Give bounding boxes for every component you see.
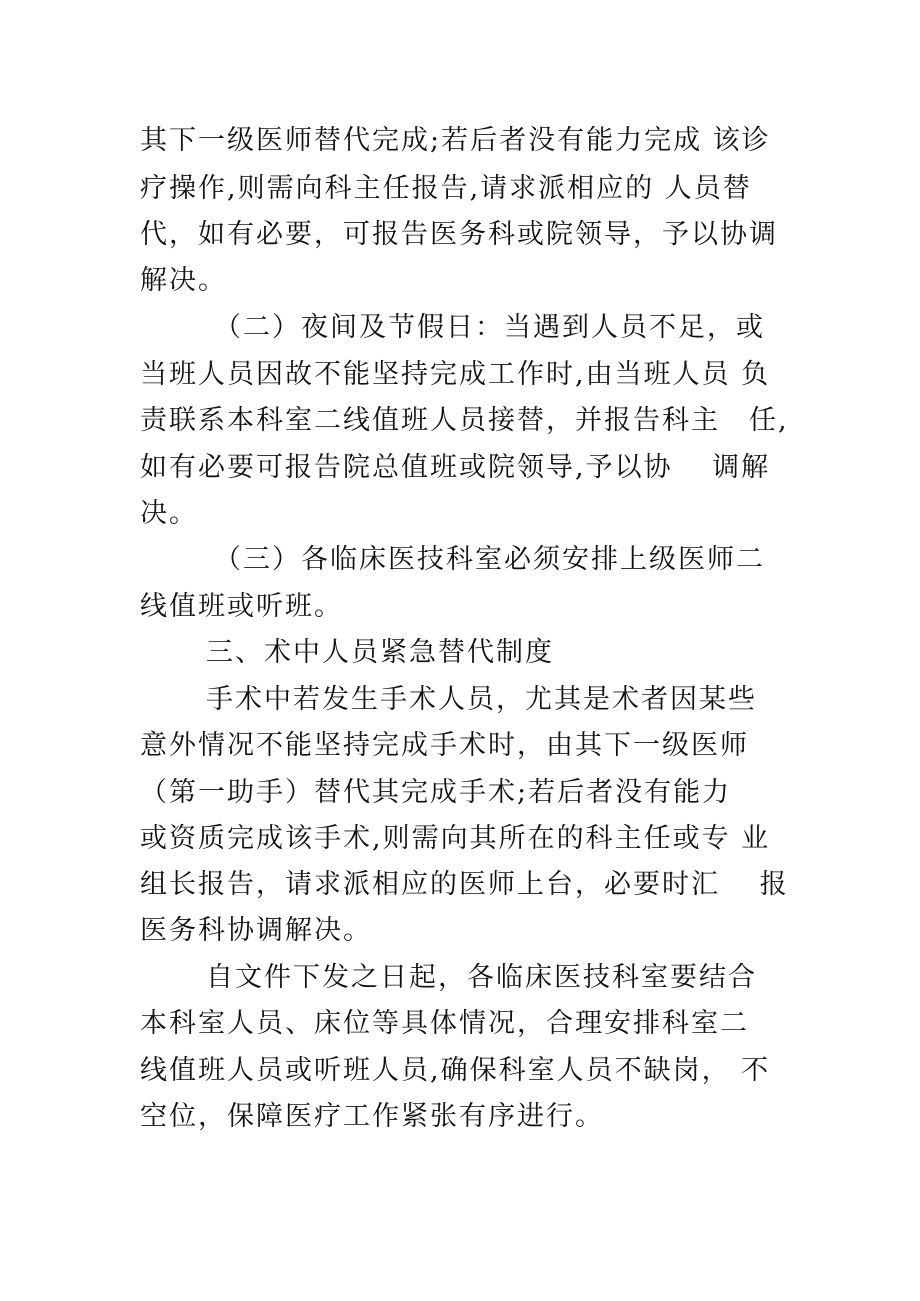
text-line: 本科室人员、床位等具体情况，合理安排科室二 — [140, 1008, 749, 1039]
text-line: 如有必要可报告院总值班或院领导,予以协 调解 — [140, 452, 771, 483]
text-line: 责联系本科室二线值班人员接替，并报告科主 任, — [140, 405, 789, 436]
text-line: （第一助手）替代其完成手术;若后者没有能力 — [140, 777, 732, 808]
text-line: 解决。 — [140, 265, 227, 296]
text-line: 当班人员因故不能坚持完成工作时,由当班人员 负 — [140, 359, 771, 390]
text-line: 决。 — [140, 498, 198, 529]
text-line: 线值班人员或听班人员,确保科室人员不缺岗， 不 — [140, 1055, 771, 1086]
text-line: 线值班或听班。 — [140, 591, 343, 622]
text-line: 医务科协调解决。 — [140, 915, 372, 946]
text-line: （二）夜间及节假日：当遇到人员不足，或 — [214, 312, 765, 343]
text-line: 或资质完成该手术,则需向其所在的科主任或专 业 — [140, 823, 771, 854]
text-line: 其下一级医师替代完成;若后者没有能力完成 该诊 — [140, 125, 771, 156]
text-line: 组长报告，请求派相应的医师上台，必要时汇 报 — [140, 869, 789, 900]
section-heading: 三、术中人员紧急替代制度 — [206, 637, 554, 668]
text-line: 手术中若发生手术人员，尤其是术者因某些 — [206, 684, 757, 715]
text-line: 代，如有必要，可报告医务科或院领导，予以协调 — [140, 219, 778, 250]
text-line: 自文件下发之日起，各临床医技科室要结合 — [206, 962, 757, 993]
text-line: 意外情况不能坚持完成手术时，由其下一级医师 — [140, 730, 749, 761]
text-line: 疗操作,则需向科主任报告,请求派相应的 人员替 — [140, 173, 752, 204]
text-line: 空位，保障医疗工作紧张有序进行。 — [140, 1101, 604, 1132]
text-line: （三）各临床医技科室必须安排上级医师二 — [214, 544, 765, 575]
